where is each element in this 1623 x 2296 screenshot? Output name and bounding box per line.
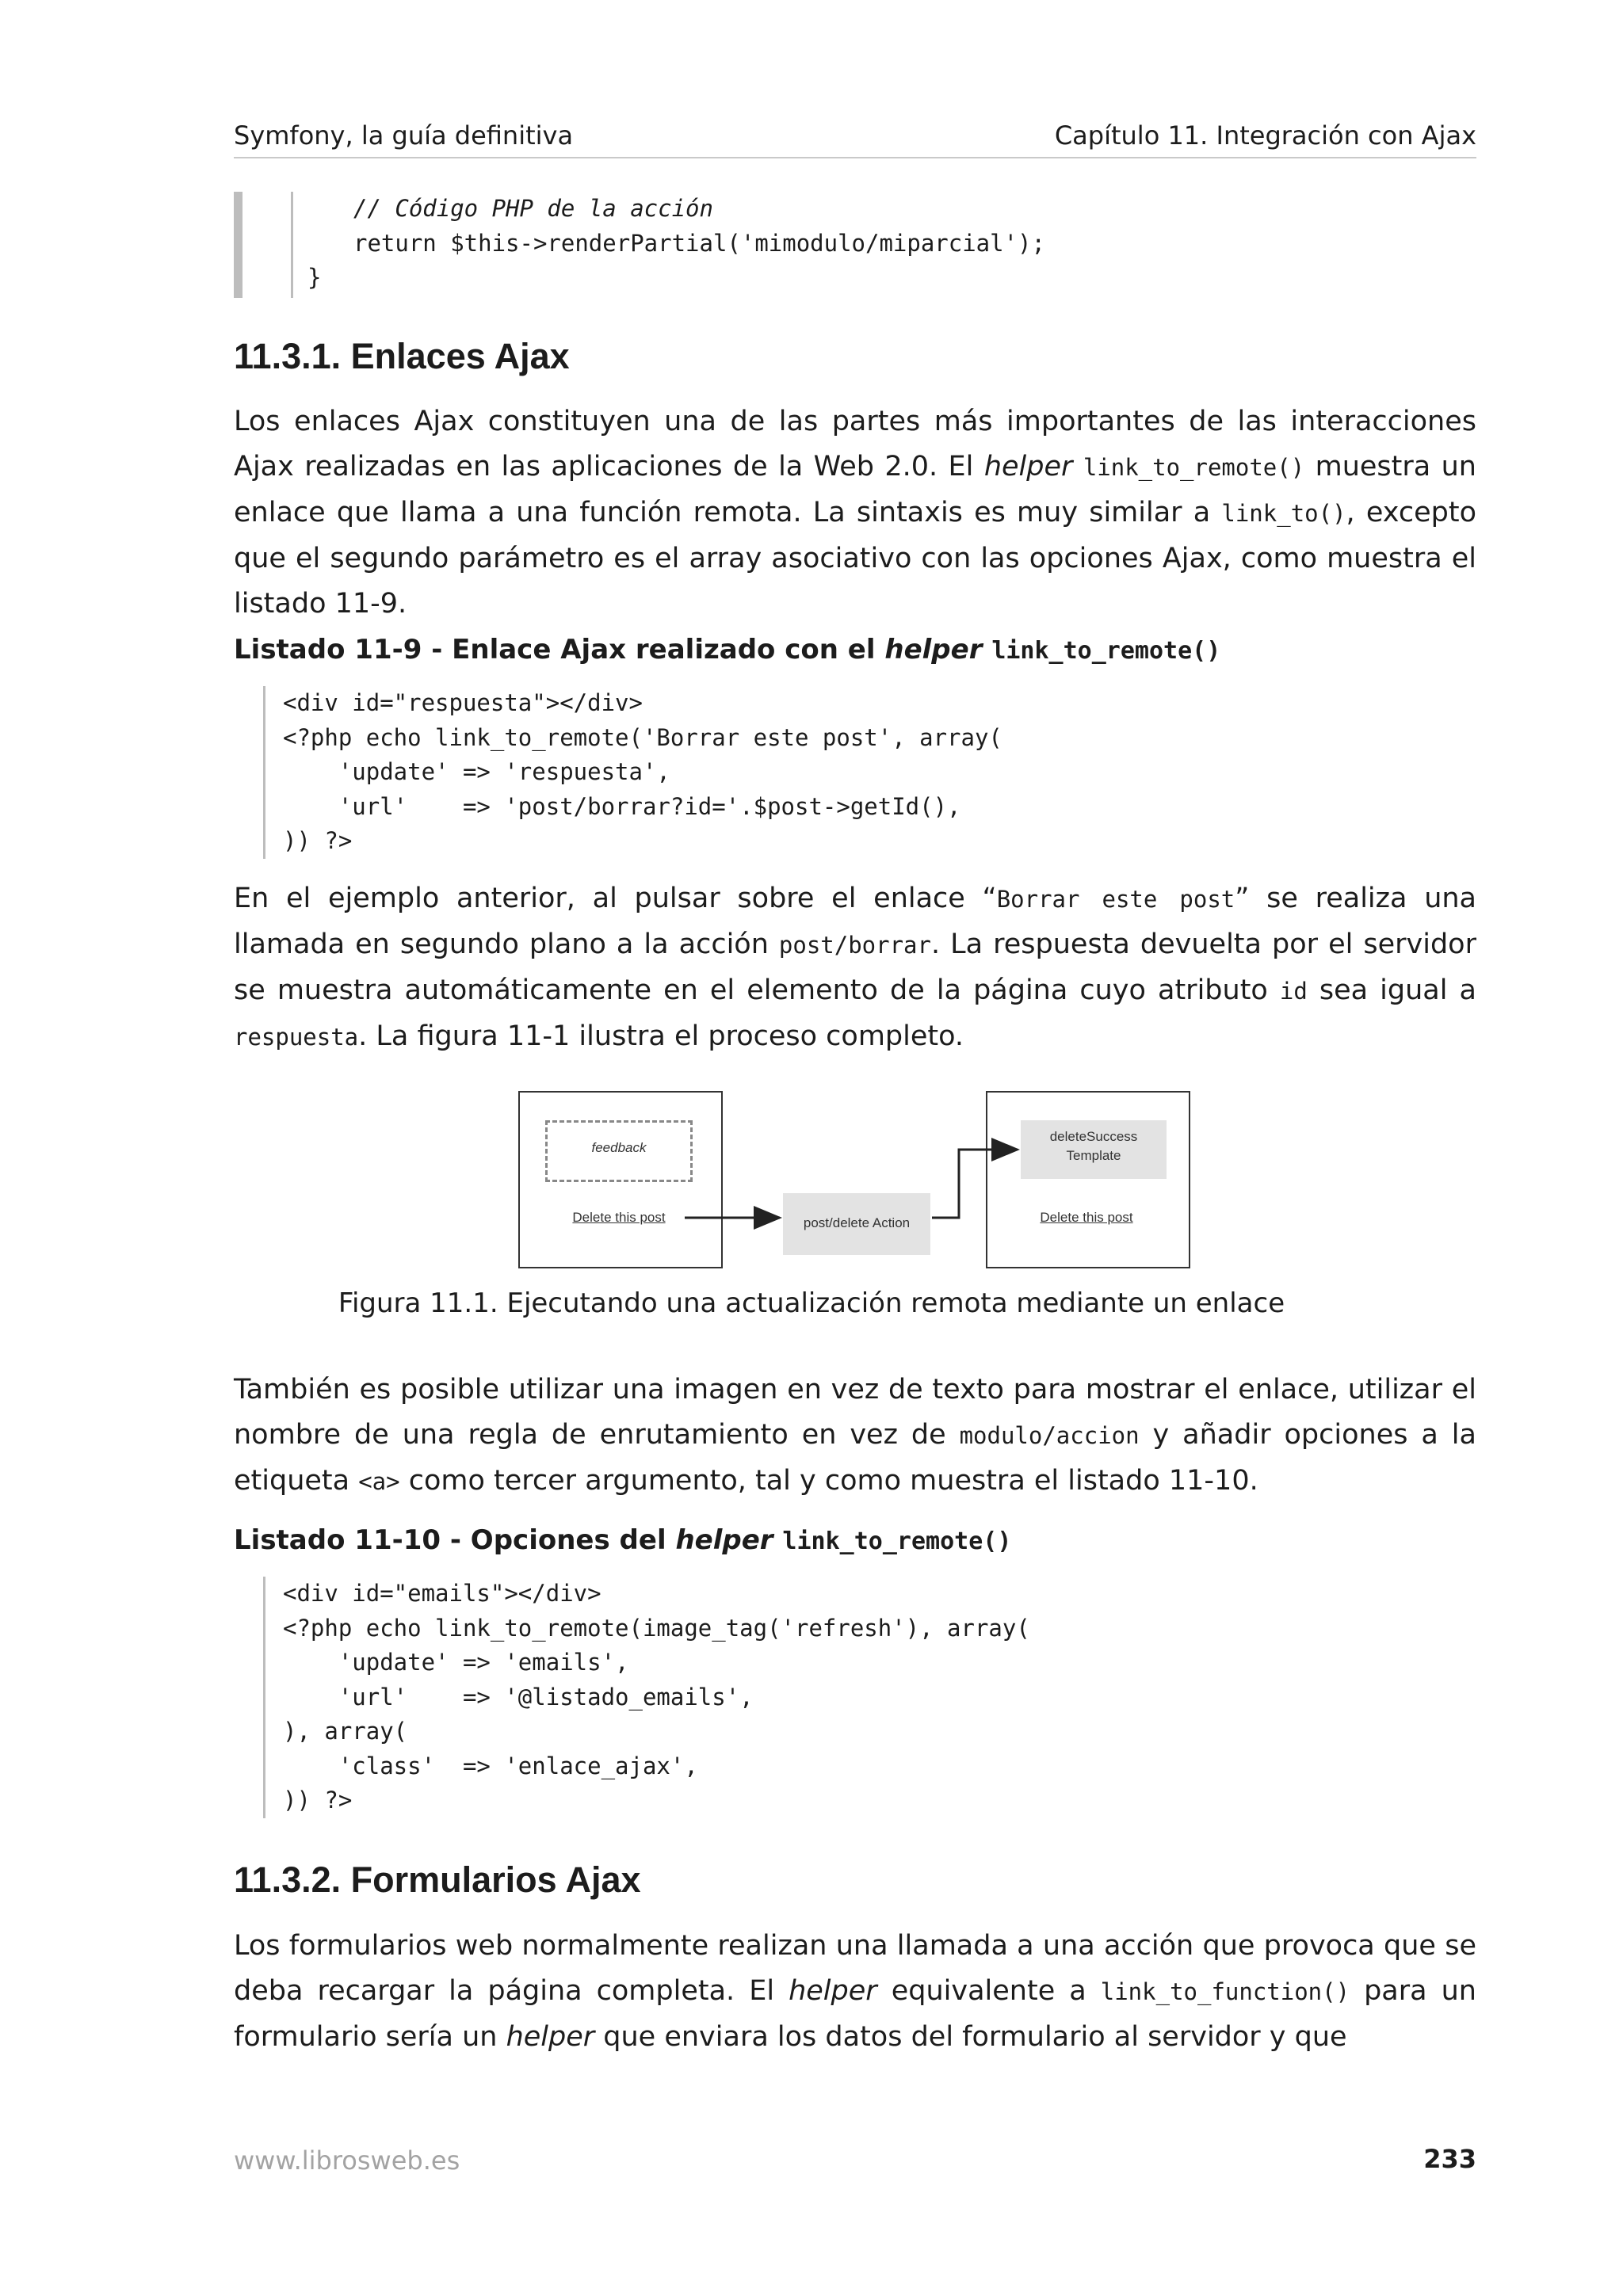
book-title: Symfony, la guía definitiva xyxy=(234,120,574,151)
listing-title: Listado 11-9 - Enlace Ajax realizado con el helper link_to_remote() xyxy=(234,634,1221,666)
code-comment: // Código PHP de la acción xyxy=(353,195,713,222)
paragraph: También es posible utilizar una imagen en vez de texto para mostrar el enlace, utilizar el nombre de una regla de enrutamiento en vez de modulo/accion y añadir opciones a la etiqueta <a> como tercer argumento, tal y como muestra el listado 11-10. xyxy=(234,1374,1476,1497)
page-number: 233 xyxy=(1423,2144,1476,2174)
paragraph: Los enlaces Ajax constituyen una de las partes más importantes de las interacciones Ajax realizadas en las aplicaciones de la Web 2.0. El helper link_to_remote() muestra un enlace que llama a una función remota. La sintaxis es muy similar a link_to(), excepto que el segundo parámetro es el array asociativo con las opciones Ajax, como muestra el listado 11-9. xyxy=(234,406,1476,620)
code-text: <div id="respuesta"></div> <?php echo link_to_remote('Borrar este post', array( 'update' => 'respuesta', 'url' => 'post/borrar?id='.$post->getId(), )) ?> xyxy=(283,689,1002,854)
figure-caption: Figura 11.1. Ejecutando una actualización remota mediante un enlace xyxy=(338,1287,1285,1319)
section-title: 11.3.1. Enlaces Ajax xyxy=(234,336,570,376)
code-line: return $this->renderPartial('mimodulo/miparcial'); xyxy=(353,229,1045,257)
section-title: 11.3.2. Formularios Ajax xyxy=(234,1859,641,1900)
page-header xyxy=(234,117,1476,158)
action-label: post/delete Action xyxy=(803,1215,911,1230)
delete-link-left: Delete this post xyxy=(572,1210,666,1225)
template-label: deleteSuccess Template xyxy=(1049,1129,1138,1163)
code-line: } xyxy=(307,264,322,291)
arrows xyxy=(518,1091,1200,1272)
arrow-elbow-icon xyxy=(932,1150,1018,1218)
feedback-label: feedback xyxy=(591,1140,647,1155)
code-text: <div id="emails"></div> <?php echo link_to_remote(image_tag('refresh'), array( 'update' => 'emails', 'url' => '@listado_emails', ), array( 'class' => 'enlace_ajax', )) ?> xyxy=(283,1580,1030,1814)
listing-title: Listado 11-10 - Opciones del helper link_to_remote() xyxy=(234,1524,1012,1556)
figure-ajax-diagram xyxy=(518,1091,1200,1272)
paragraph: Los formularios web normalmente realizan una llamada a una acción que provoca que se deba recargar la página completa. El helper equivalente a link_to_function() para un formulario sería un helper que enviara los datos del formulario al servidor y que xyxy=(234,1930,1476,2053)
delete-link-right: Delete this post xyxy=(1040,1210,1133,1225)
chapter-title: Capítulo 11. Integración con Ajax xyxy=(1054,120,1476,151)
code-listing-11-10 xyxy=(263,1577,1030,1818)
code-margin-line xyxy=(291,192,293,298)
footer-site: www.librosweb.es xyxy=(234,2145,460,2176)
code-margin-bar xyxy=(234,192,242,298)
paragraph: En el ejemplo anterior, al pulsar sobre el enlace “Borrar este post” se realiza una llamada en segundo plano a la acción post/borrar. La respuesta devuelta por el servidor se muestra automáticamente en el elemento de la página cuyo atributo id sea igual a respuesta. La figura 11-1 ilustra el proceso completo. xyxy=(234,883,1477,1052)
code-listing-11-9 xyxy=(263,686,1002,859)
top-code-text xyxy=(307,192,1045,296)
